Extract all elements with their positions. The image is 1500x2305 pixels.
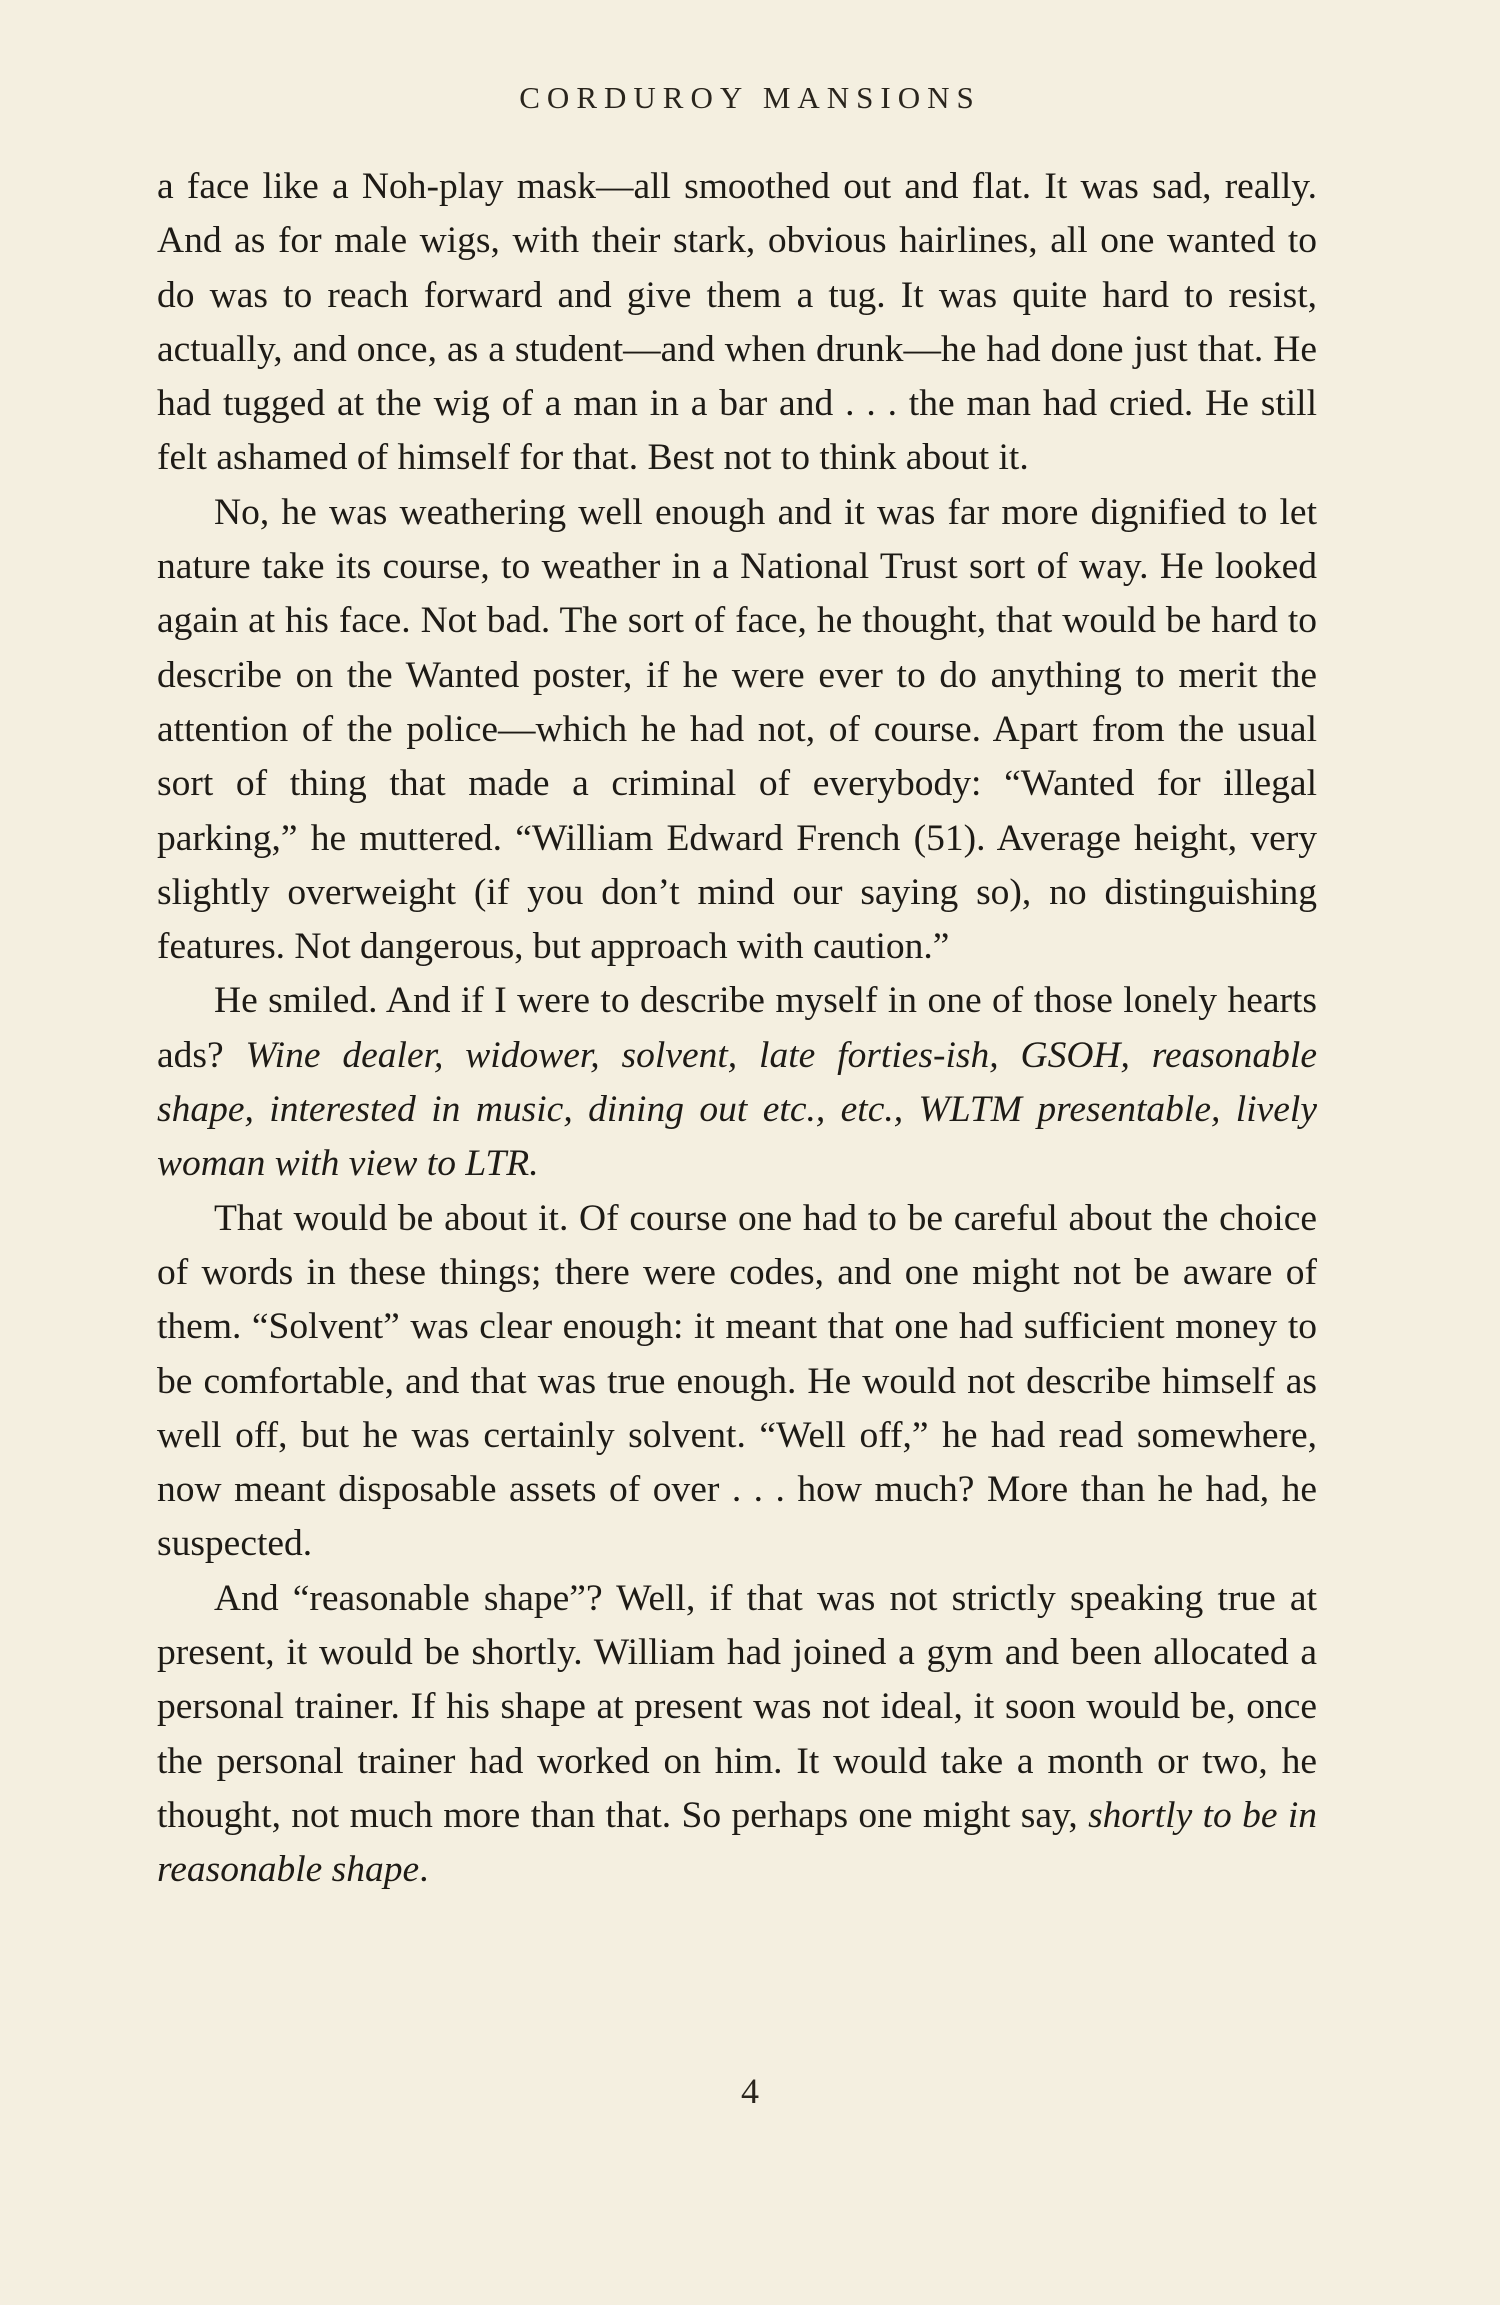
paragraph-text: No, he was weathering well enough and it was far more dignified to let nature take its course, to weather in a National Trust sort of way. He looked again at his face. Not bad. The sort of face, he thought, that would be hard to describe on the Wanted poster, if he were ever to do anything to merit the attention of the police—which he had not, of course. Apart from the usual sort of thing that made a criminal of everybody: “Wanted for illegal parking,” he muttered. “William Edward French (51). Average height, very slightly overweight (if you don’t mind our saying so), no distinguishing features. Not dangerous, but approach with caution.” <box>157 491 1317 968</box>
page-number: 4 <box>741 2071 759 2111</box>
paragraph-text: He smiled. And if I were to describe myself in one of those lonely hearts ads? <box>157 980 1317 1076</box>
paragraph <box>157 1572 1317 1898</box>
paragraph-text: . <box>419 1849 429 1891</box>
running-head-title: CORDUROY MANSIONS <box>519 80 981 115</box>
paragraph <box>157 486 1317 975</box>
paragraph <box>157 974 1317 1191</box>
paragraph-text: That would be about it. Of course one had to be careful about the choice of words in these things; there were codes, and one might not be aware of them. “Solvent” was clear enough: it meant that one had sufficient money to be comfortable, and that was true enough. He would not describe himself as well off, but he was certainly solvent. “Well off,” he had read somewhere, now meant disposable assets of over . . . how much? More than he had, he suspected. <box>157 1197 1317 1565</box>
paragraph <box>157 160 1317 486</box>
paragraph-text: a face like a Noh-play mask—all smoothed out and flat. It was sad, really. And as for male wigs, with their stark, obvious hairlines, all one wanted to do was to reach forward and give them a tug. It was quite hard to resist, actually, and once, as a student—and when drunk—he had done just that. He had tugged at the wig of a man in a bar and . . . the man had cried. He still felt ashamed of himself for that. Best not to think about it. <box>157 166 1317 479</box>
paragraph-text: And “reasonable shape”? Well, if that was not strictly speaking true at present, it would be shortly. William had joined a gym and been allocated a personal trainer. If his shape at present was not ideal, it soon would be, once the personal trainer had worked on him. It would take a month or two, he thought, not much more than that. So perhaps one might say, <box>157 1577 1317 1836</box>
italic-personal-ad: Wine dealer, widower, solvent, late forties-ish, GSOH, reasonable shape, interested in music, dining out etc., etc., WLTM presentable, lively woman with view to LTR. <box>157 1034 1317 1185</box>
paragraph <box>157 1192 1317 1572</box>
italic-phrase: shortly to be in reasonable shape <box>157 1794 1318 1891</box>
body-text <box>157 160 1317 1898</box>
